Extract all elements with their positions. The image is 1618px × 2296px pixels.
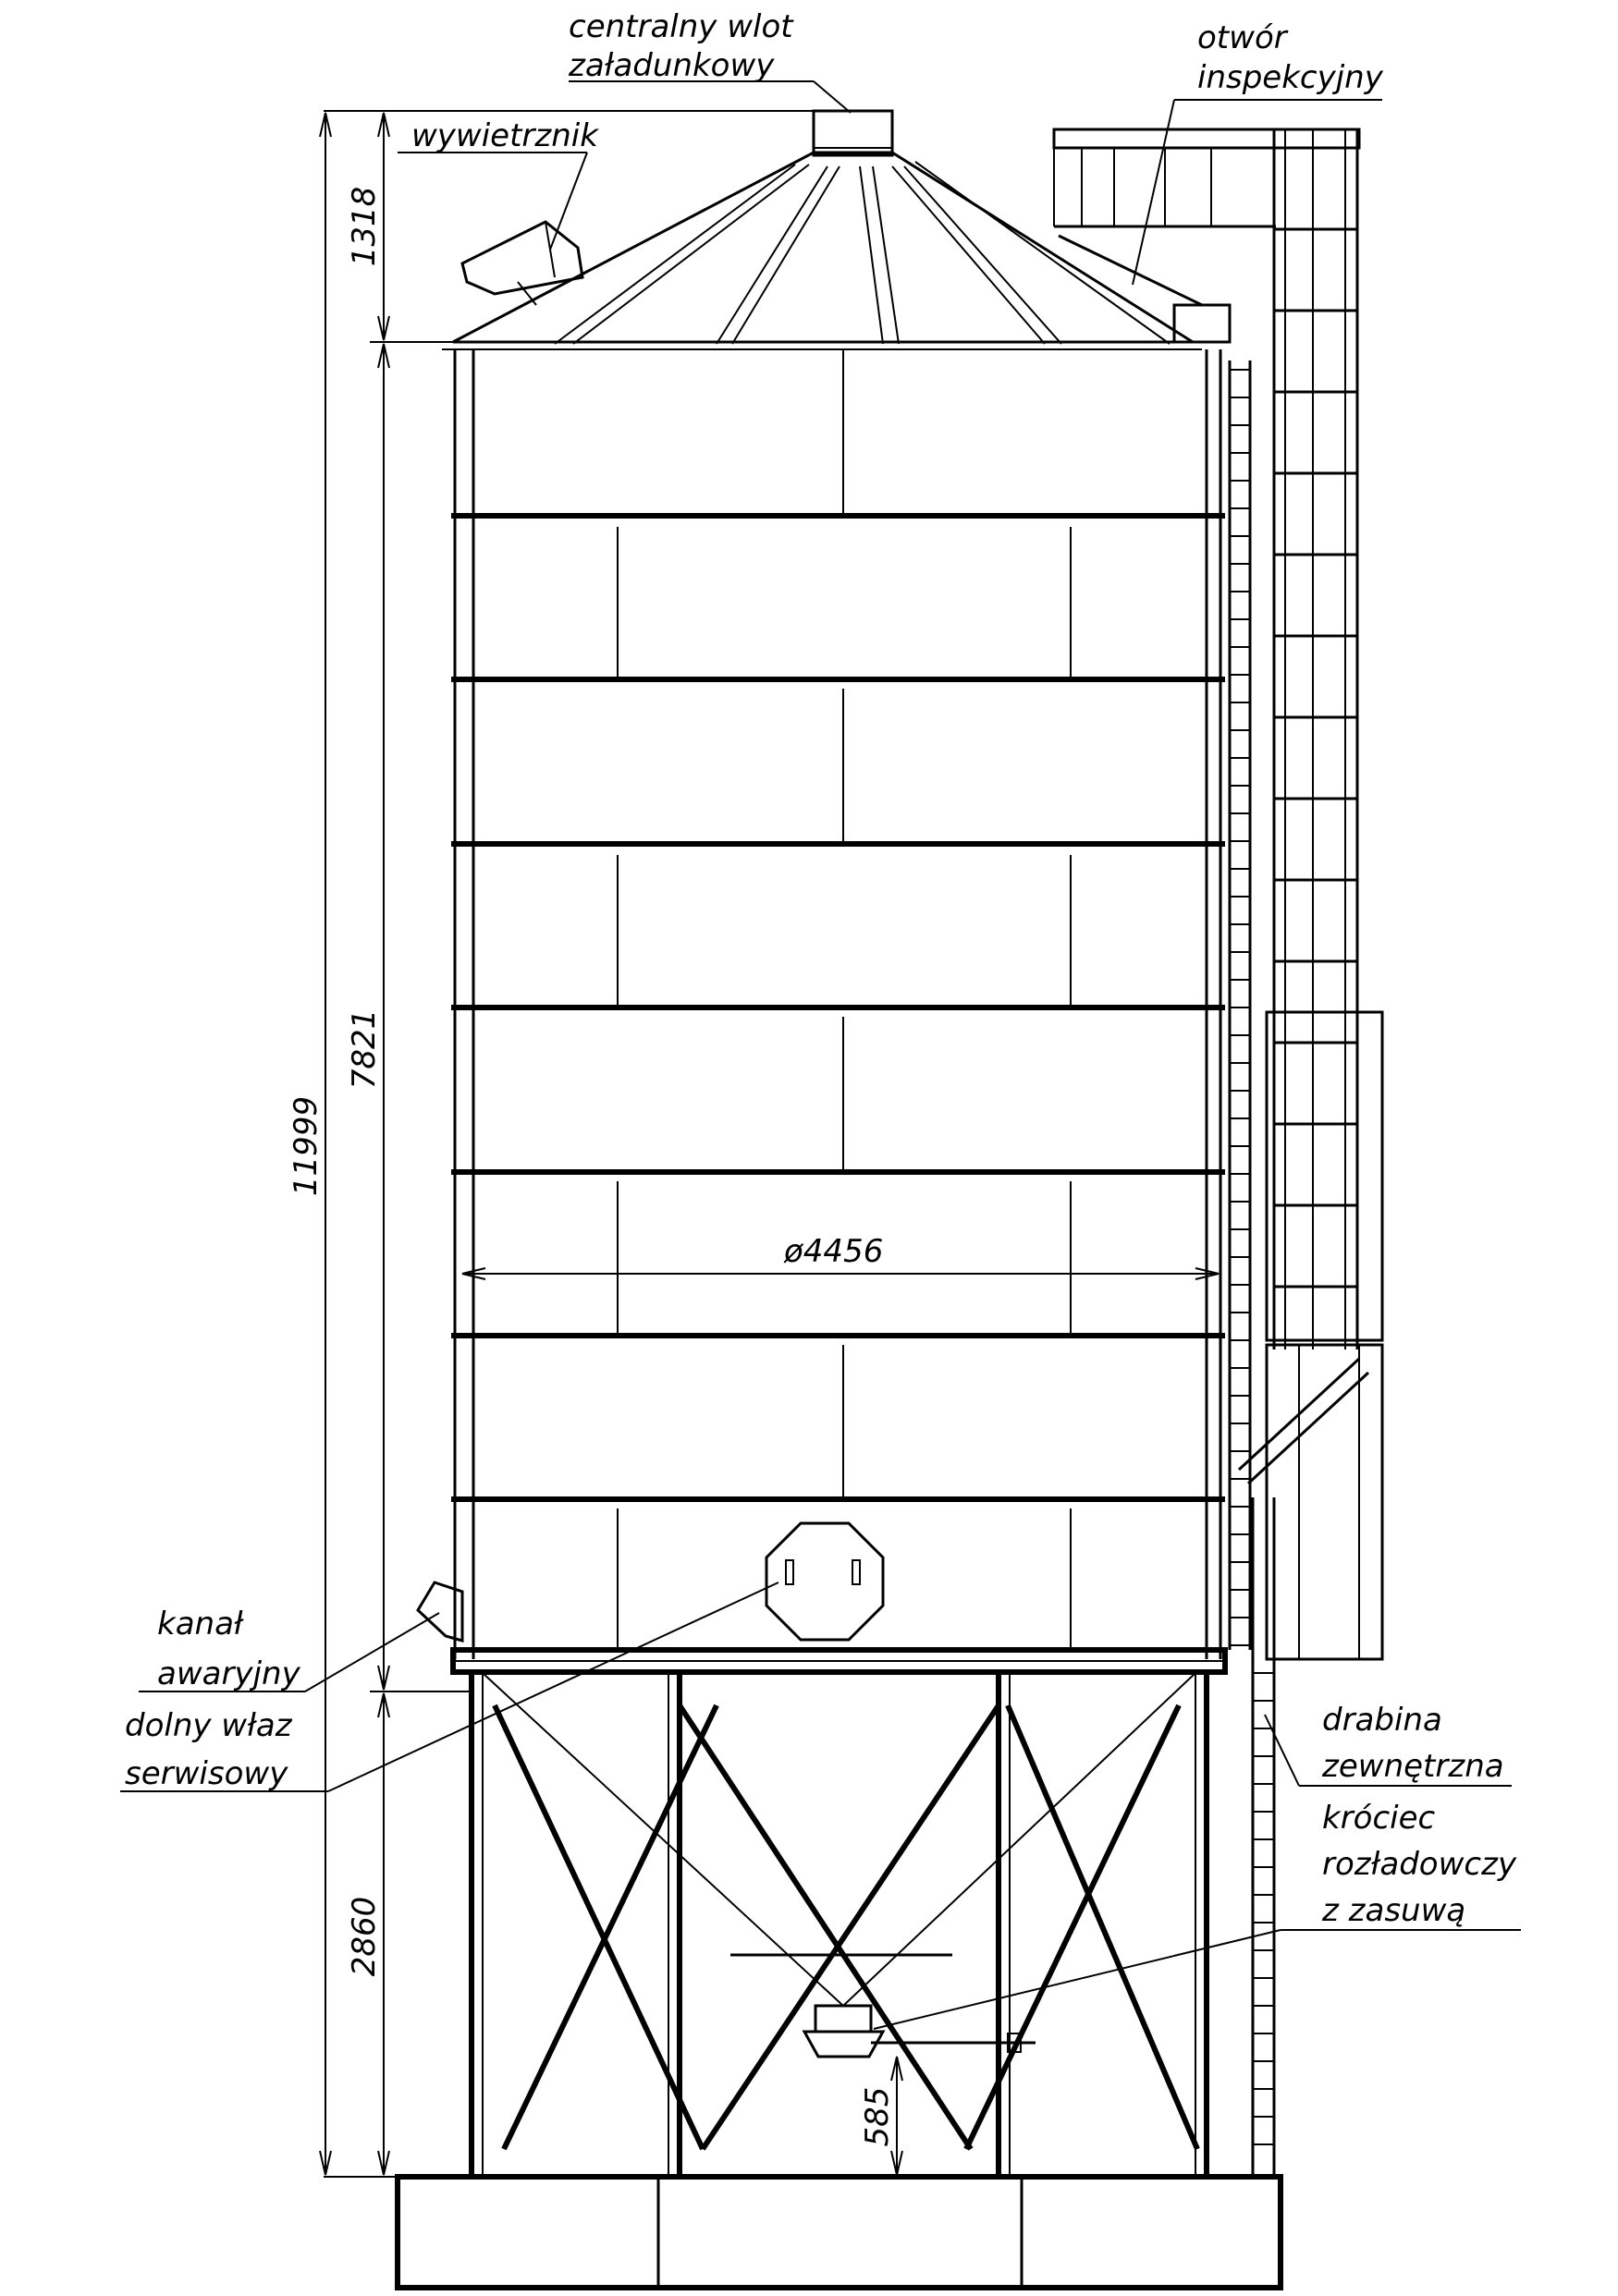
height-dimensions: [288, 111, 902, 2177]
leg-height-text: 2860: [346, 1896, 383, 1977]
body-rings: [451, 516, 1225, 1499]
service-manhole: [766, 1523, 883, 1640]
label-manhole-1: dolny właz: [125, 1707, 292, 1744]
diameter-dimension: [462, 1233, 1219, 1279]
total-height-text: 11999: [288, 1095, 325, 1197]
diameter-text: ø4456: [784, 1233, 884, 1270]
panel-seams: [618, 349, 1071, 1650]
label-ladder-2: zewnętrzna: [1322, 1748, 1504, 1785]
label-ladder-1: drabina: [1322, 1702, 1442, 1739]
vent-cap: [462, 222, 582, 305]
foundation-block: [398, 2177, 1281, 2288]
label-discharge-1: króciec: [1322, 1800, 1436, 1837]
label-central-inlet-2: załadunkowy: [569, 47, 775, 84]
label-vent: wywietrznik: [411, 117, 598, 154]
label-inspection-1: otwór: [1197, 19, 1287, 56]
silo-body: [418, 349, 1225, 1672]
label-discharge-2: rozładowczy: [1322, 1846, 1517, 1883]
label-discharge-3: z zasuwą: [1322, 1892, 1466, 1929]
label-inspection-2: inspekcyjny: [1197, 59, 1383, 96]
label-central-inlet-1: centralny wlot: [569, 8, 793, 45]
label-emergency-1: kanał: [157, 1606, 243, 1643]
label-emergency-2: awaryjny: [157, 1655, 300, 1692]
body-height-text: 7821: [346, 1008, 383, 1090]
label-manhole-2: serwisowy: [125, 1755, 288, 1792]
outlet-height-text: 585: [859, 2086, 896, 2147]
roof-height-text: 1318: [346, 186, 383, 267]
support-structure: [398, 1673, 1281, 2288]
